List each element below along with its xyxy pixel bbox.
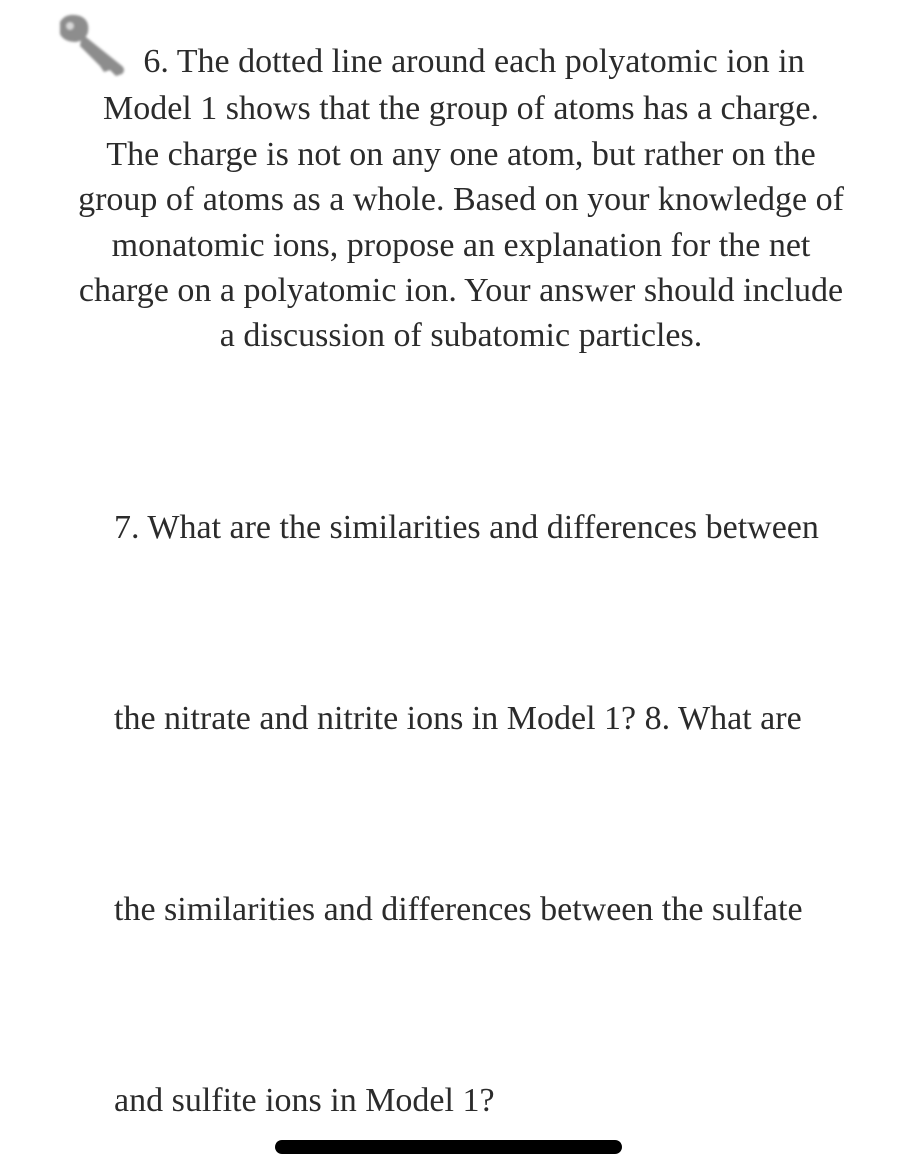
question-6-line: 6. The dotted line around each polyatomic ion in	[143, 43, 805, 80]
question-8-line: the similarities and differences between the sulfate	[114, 891, 803, 928]
question-6-line: The charge is not on any one atom, but rather on the	[106, 136, 816, 173]
question-6-line: a discussion of subatomic particles.	[219, 317, 703, 354]
question-7-line: 7. What are the similarities and differences between	[114, 509, 819, 546]
question-7-8-line: the nitrate and nitrite ions in Model 1? 8. What are	[114, 700, 802, 737]
question-6-line: monatomic ions, propose an explanation for the net	[111, 227, 811, 264]
home-indicator[interactable]	[275, 1140, 622, 1154]
question-8-line: and sulfite ions in Model 1?	[114, 1082, 495, 1119]
question-6-line: group of atoms as a whole. Based on your knowledge of	[78, 181, 844, 218]
question-6-line: Model 1 shows that the group of atoms has a charge.	[102, 90, 820, 127]
question-6-line: charge on a polyatomic ion. Your answer should include	[78, 272, 844, 309]
